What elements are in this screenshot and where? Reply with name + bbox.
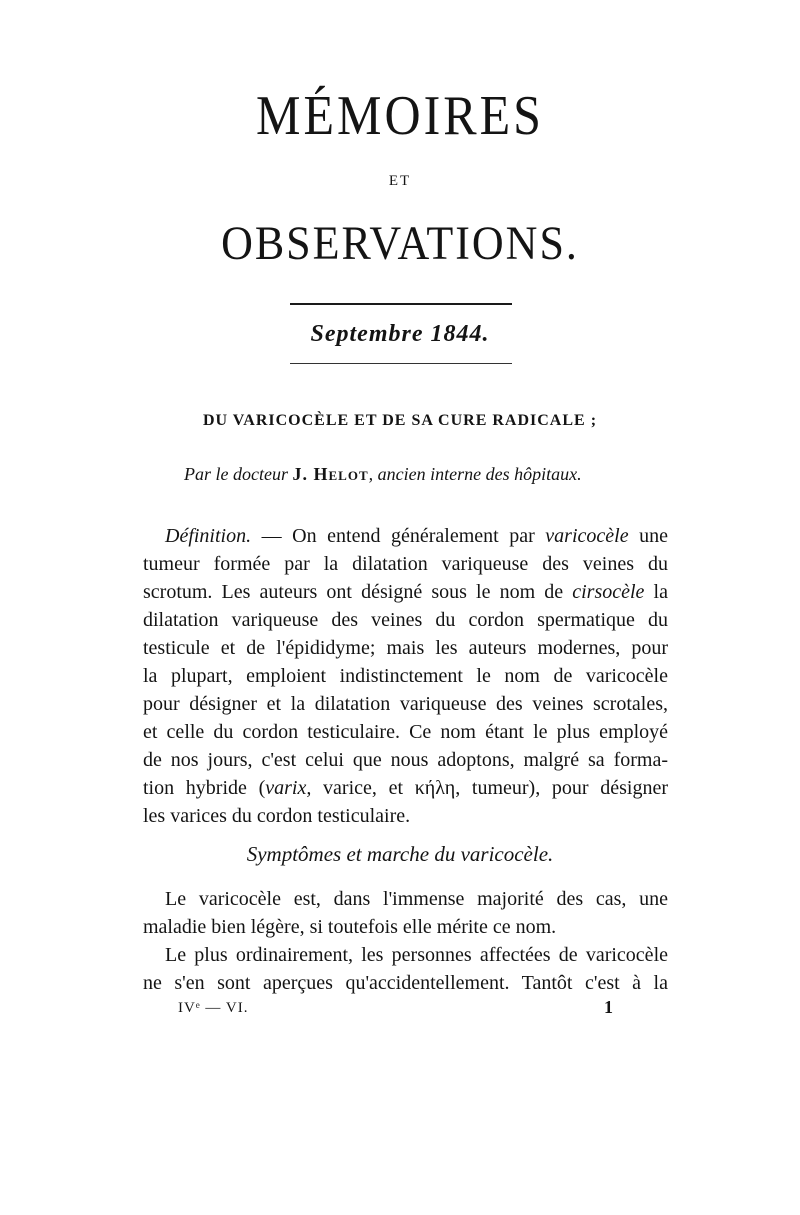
title-et: ET — [388, 173, 412, 189]
rule-top — [290, 303, 512, 305]
text-span: une — [628, 525, 668, 547]
body-line — [143, 774, 668, 802]
text-span: la — [644, 581, 668, 603]
body-line — [165, 522, 668, 550]
term-varix: varix, — [265, 777, 312, 799]
byline-author: J. Helot — [292, 464, 369, 484]
page-number: 1 — [604, 997, 613, 1017]
body-line: Le varicocèle est, dans l'immense majorité des cas, une — [165, 888, 668, 910]
term-definition: Définition. — [165, 525, 252, 547]
body-line: dilatation variqueuse des veines du cordon spermatique du — [143, 609, 668, 631]
title-memoires: MÉMOIRES — [256, 83, 544, 147]
byline — [184, 464, 582, 485]
body-line: testicule et de l'épididyme; mais les auteurs modernes, pour — [143, 637, 668, 659]
body-line: maladie bien légère, si toutefois elle mérite ce nom. — [143, 916, 557, 938]
body-line: tumeur formée par la dilatation variqueuse des veines du — [143, 553, 668, 575]
byline-suffix: , ancien interne des hôpitaux. — [368, 464, 582, 484]
body-line: ne s'en sont aperçues qu'accidentellement. Tantôt c'est à la — [143, 972, 668, 994]
body-line: pour désigner et la dilatation variqueuse des veines scrotales, — [143, 693, 668, 715]
text-span: — On entend généralement par — [251, 525, 546, 547]
rule-bottom — [290, 363, 512, 364]
title-observations: OBSERVATIONS. — [221, 217, 579, 270]
body-line: Le plus ordinairement, les personnes affectées de varicocèle — [165, 944, 668, 966]
signature-mark: IVᵉ — VI. — [178, 1000, 249, 1016]
body-line: de nos jours, c'est celui que nous adoptons, malgré sa forma- — [143, 749, 668, 771]
body-line — [143, 578, 668, 606]
text-span: scrotum. Les auteurs ont désigné sous le nom de — [143, 581, 573, 603]
article-title: DU VARICOCÈLE ET DE SA CURE RADICALE ; — [202, 412, 598, 429]
body-line: la plupart, emploient indistinctement le nom de varicocèle — [143, 665, 668, 687]
body-line: les varices du cordon testiculaire. — [143, 805, 411, 827]
text-span: varice, et κήλη, tumeur), pour désigner — [311, 777, 668, 799]
term-varicocele: varicocèle — [545, 525, 629, 547]
body-line: et celle du cordon testiculaire. Ce nom étant le plus employé — [143, 721, 668, 743]
issue-date: Septembre 1844. — [310, 321, 490, 347]
byline-prefix: Par le docteur — [184, 464, 293, 484]
text-span: tion hybride ( — [143, 777, 266, 799]
term-cirsocele: cirsocèle — [572, 581, 645, 603]
section-subheading: Symptômes et marche du varicocèle. — [246, 842, 554, 866]
